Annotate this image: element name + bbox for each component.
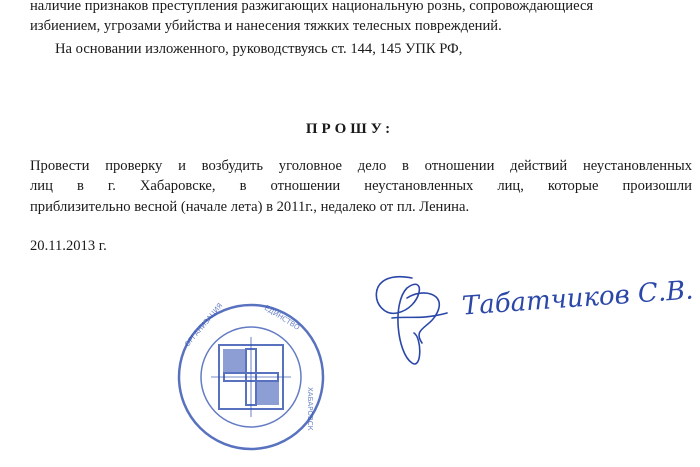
organization-seal <box>176 287 326 467</box>
body-line-3: На основании изложенного, руководствуясь ст. 144, 145 УПК РФ, <box>55 41 463 57</box>
handwritten-name-text: Табатчиков С.В. <box>460 275 695 322</box>
request-line-1: Провести проверку и возбудить уголовное дело в отношении действий неустановленных <box>30 158 692 174</box>
body-line-2: избиением, угрозами убийства и нанесения тяжких телесных повреждений. <box>30 18 502 34</box>
prayer-heading: ПРОШУ: <box>305 121 395 137</box>
request-line-3: приблизительно весной (начале лета) в 2011г., недалеко от пл. Ленина. <box>30 199 470 215</box>
svg-text:ЕДИНСТВО: ЕДИНСТВО <box>262 303 301 332</box>
svg-text:ХАБАРОВСК: ХАБАРОВСК <box>306 387 314 431</box>
handwritten-signature-icon <box>352 258 472 378</box>
request-line-2: лиц в г. Хабаровске, в отношении неустановленных лиц, которые произошли <box>30 178 692 194</box>
document-date: 20.11.2013 г. <box>30 238 107 254</box>
handwritten-name <box>457 268 695 338</box>
svg-text:ОРГАНИЗАЦИЯ: ОРГАНИЗАЦИЯ <box>183 301 225 349</box>
body-line-1: наличие признаков преступления разжигающих национальную рознь, сопровождающиеся <box>30 0 594 14</box>
